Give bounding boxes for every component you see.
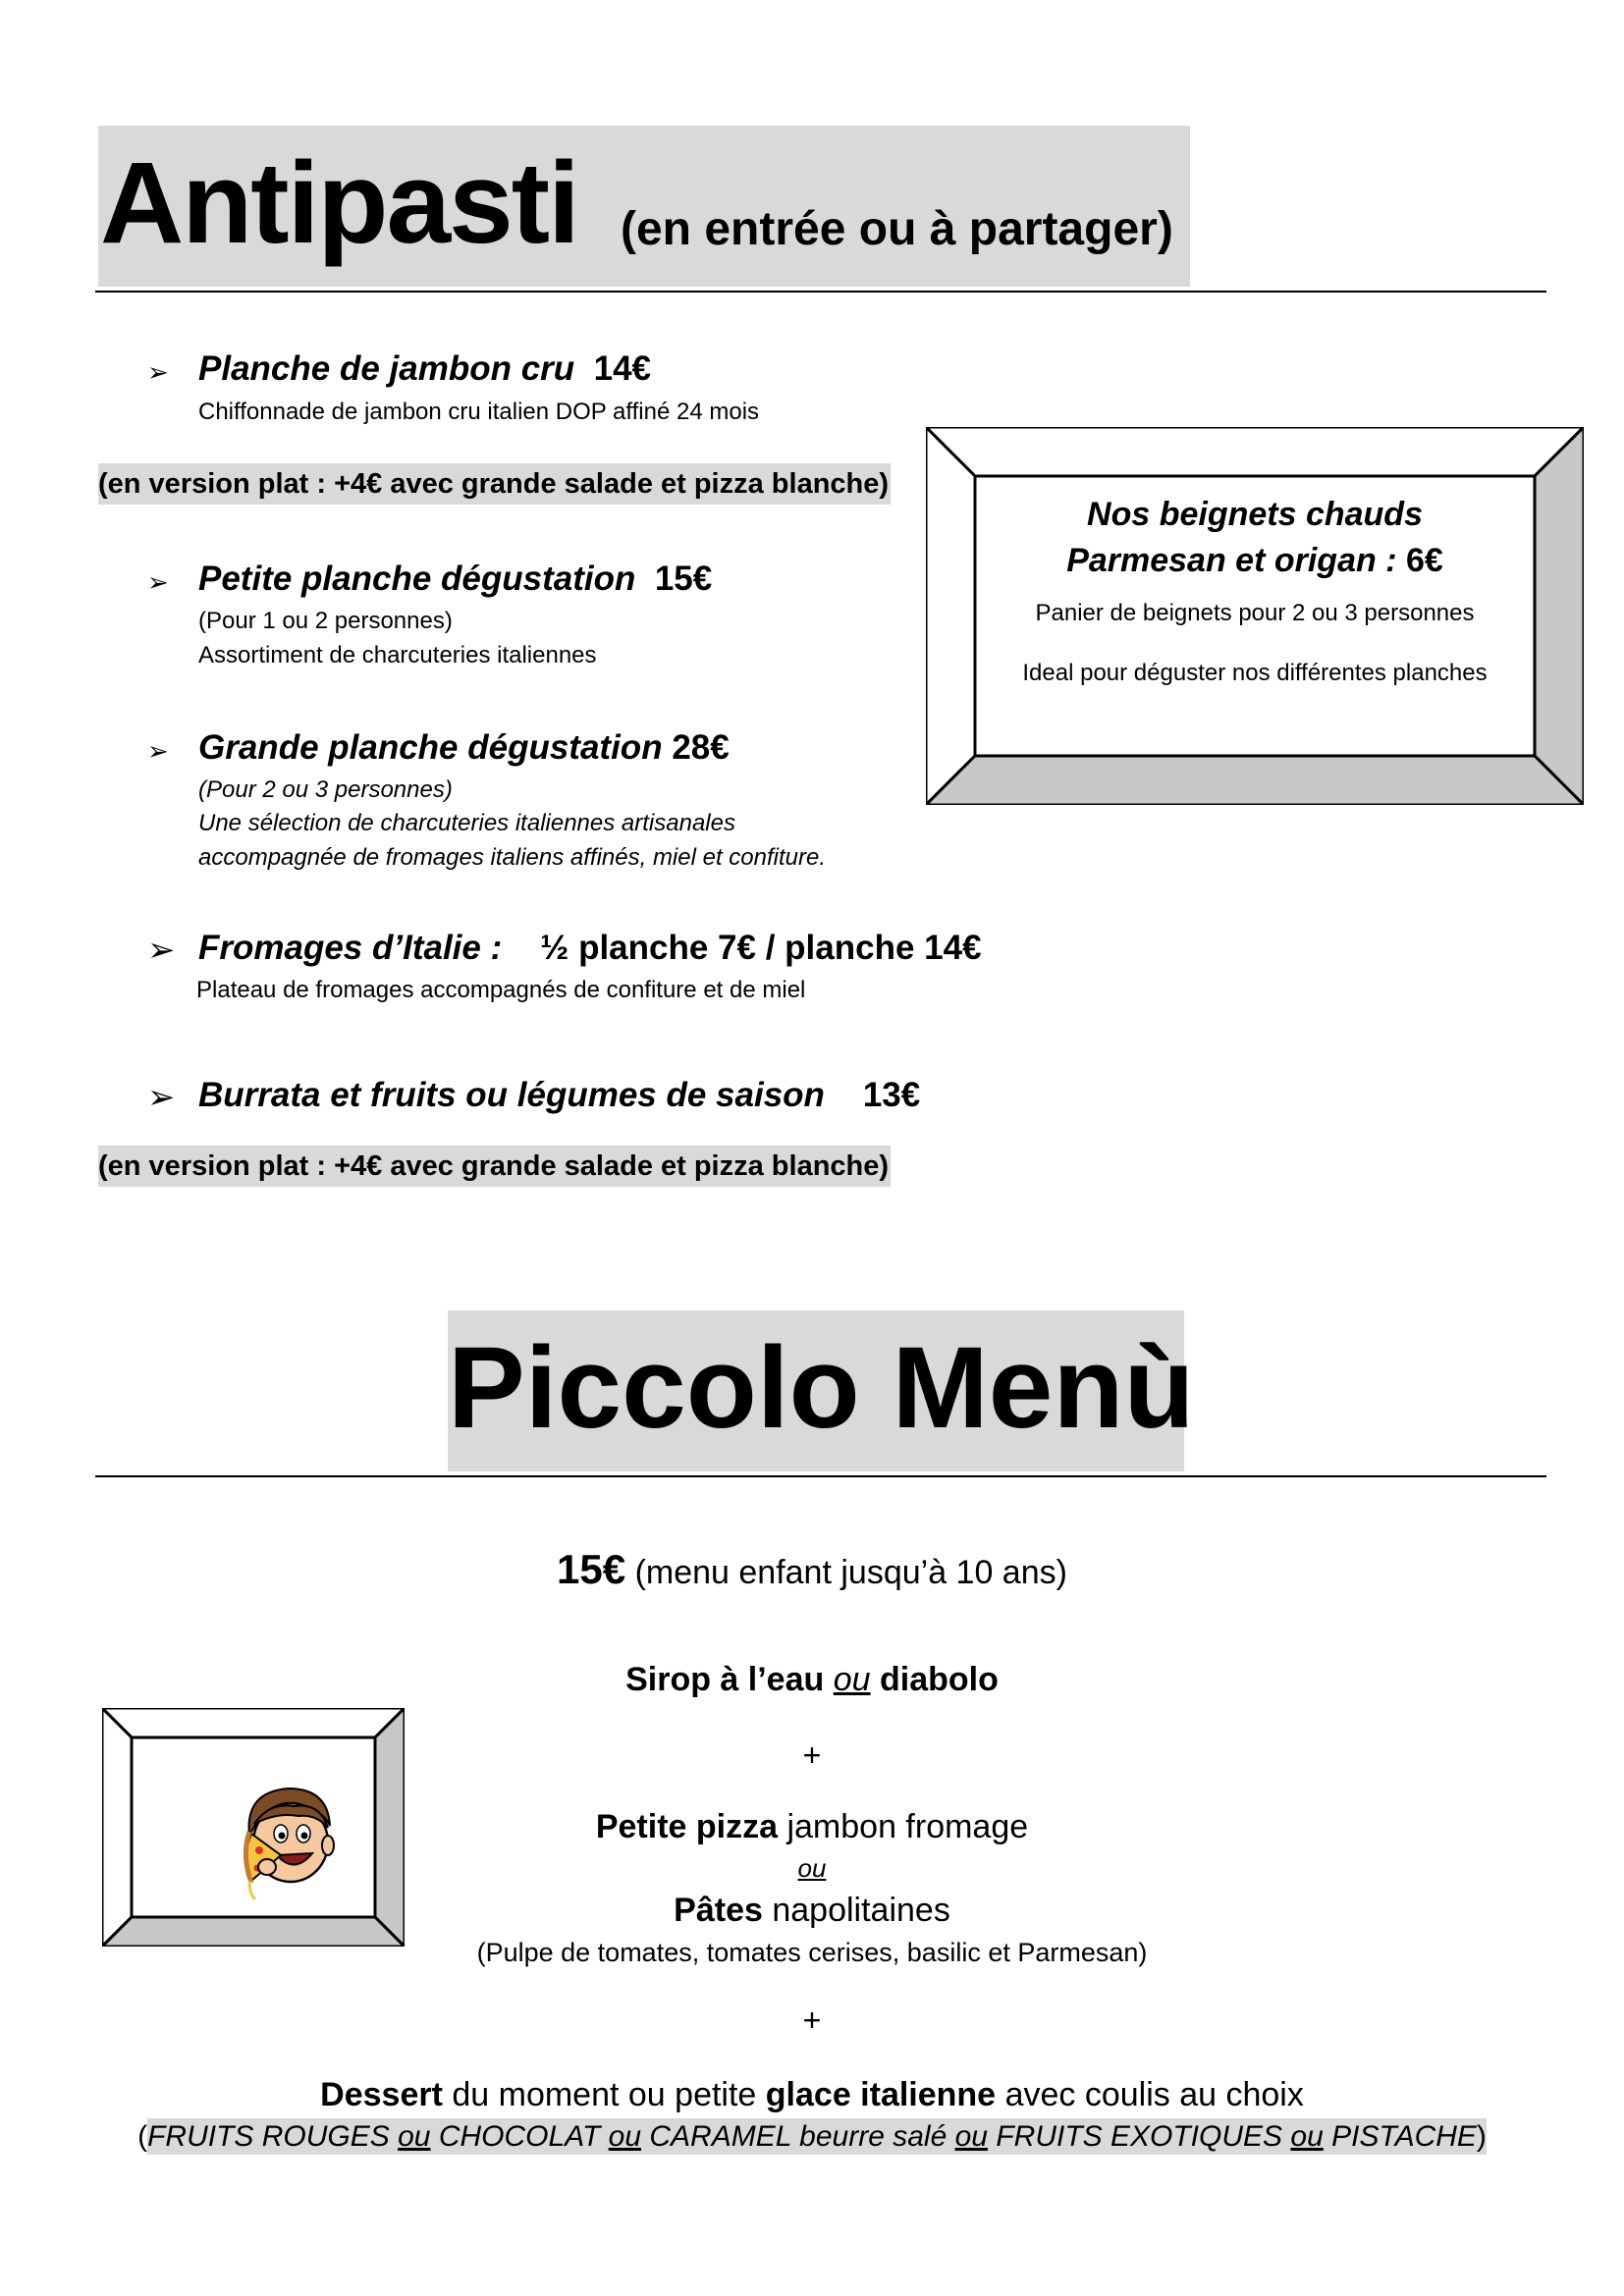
antipasti-header — [98, 126, 1190, 287]
beignets-title: Nos beignets chauds — [1087, 496, 1423, 533]
arrowhead-bullet-icon: ➢ — [147, 736, 169, 766]
plus-sign: + — [802, 1737, 822, 1773]
beignets-box — [926, 427, 1584, 805]
item-desc: (Pour 1 ou 2 personnes) — [198, 608, 453, 634]
plus-sign: + — [802, 2002, 822, 2038]
item-desc: Une sélection de charcuteries italiennes artisanales — [198, 810, 735, 836]
piccolo-divider — [95, 1475, 1546, 1477]
main-b-note: (Pulpe de tomates, tomates cerises, basilic et Parmesan) — [476, 1938, 1148, 1967]
item-desc: Assortiment de charcuteries italiennes — [198, 642, 597, 668]
item-desc: Chiffonnade de jambon cru italien DOP affiné 24 mois — [198, 399, 760, 425]
flavors-line: (FRUITS ROUGES ou CHOCOLAT ou CARAMEL beurre salé ou FRUITS EXOTIQUES ou PISTACHE) — [137, 2120, 1487, 2153]
arrowhead-bullet-icon: ➢ — [147, 932, 176, 969]
arrowhead-bullet-icon: ➢ — [147, 1079, 176, 1116]
beignets-desc: Ideal pour déguster nos différentes planches — [1022, 660, 1488, 686]
item-desc: Plateau de fromages accompagnés de confiture et de miel — [196, 977, 806, 1003]
beignets-desc: Panier de beignets pour 2 ou 3 personnes — [1035, 600, 1475, 626]
antipasti-title: Antipasti — [100, 138, 578, 268]
item-desc: accompagnée de fromages italiens affinés, miel et confiture. — [198, 844, 827, 871]
or-separator: ou — [797, 1853, 827, 1883]
piccolo-header — [448, 1310, 1195, 1471]
kid-picture-frame — [102, 1708, 405, 1947]
item-title: Petite planche dégustation 15€ — [198, 560, 713, 598]
dessert-line: Dessert du moment ou petite glace italienne avec coulis au choix — [320, 2076, 1304, 2113]
main-a: Petite pizza jambon fromage — [595, 1808, 1029, 1845]
main-b: Pâtes napolitaines — [674, 1892, 950, 1929]
antipasti-subtitle: (en entrée ou à partager) — [621, 203, 1173, 255]
item-title: Planche de jambon cru 14€ — [198, 349, 652, 388]
piccolo-price-line: 15€ (menu enfant jusqu’à 10 ans) — [557, 1546, 1067, 1592]
plat-note: (en version plat : +4€ avec grande salade et pizza blanche) — [98, 1146, 891, 1187]
beignets-title: Parmesan et origan : 6€ — [1066, 542, 1443, 579]
arrowhead-bullet-icon: ➢ — [147, 567, 169, 597]
item-title: Grande planche dégustation 28€ — [198, 728, 730, 767]
item-title: Burrata et fruits ou légumes de saison 13€ — [198, 1076, 921, 1114]
drink-line: Sirop à l’eau ou diabolo — [625, 1661, 999, 1698]
arrowhead-bullet-icon: ➢ — [147, 357, 169, 387]
antipasti-divider — [95, 291, 1546, 293]
piccolo-title: Piccolo Menù — [448, 1323, 1195, 1453]
item-title: Fromages d’Italie : ½ planche 7€ / planche 14€ — [198, 929, 982, 967]
item-desc: (Pour 2 ou 3 personnes) — [198, 776, 453, 803]
plat-note: (en version plat : +4€ avec grande salade et pizza blanche) — [98, 463, 891, 505]
